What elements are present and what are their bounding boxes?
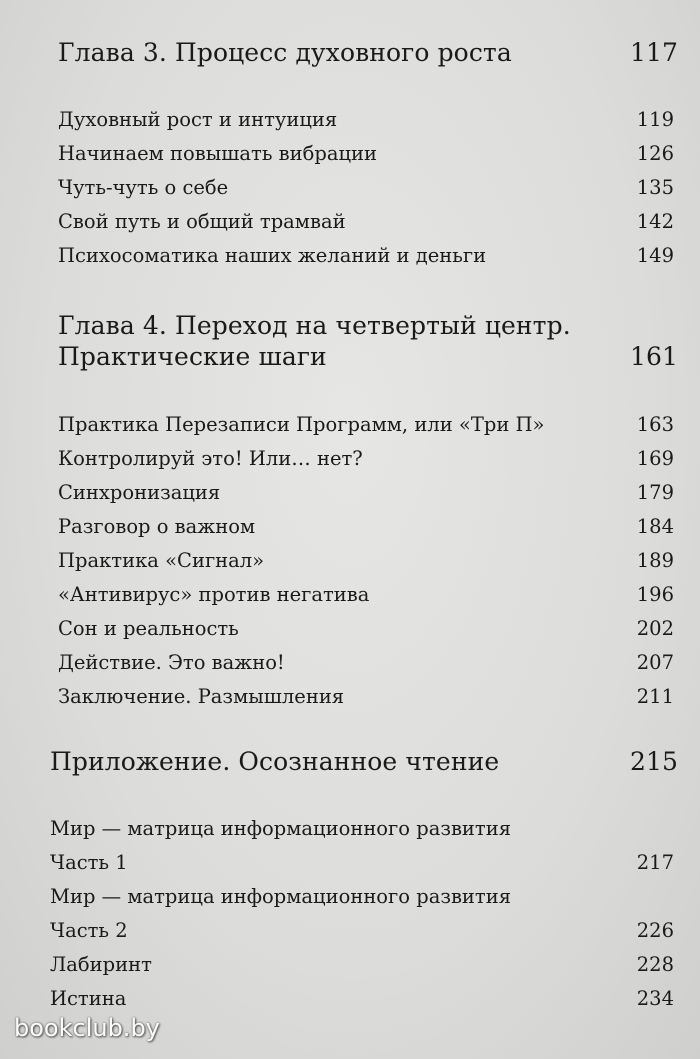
- toc-title: Глава 4. Переход на четвертый центр.: [58, 311, 571, 340]
- toc-page-number: 234: [636, 987, 674, 1010]
- toc-page-number: 135: [636, 176, 674, 199]
- toc-title: Глава 3. Процесс духовного роста: [58, 38, 512, 67]
- toc-title: Истина: [50, 987, 127, 1010]
- toc-page-number: 228: [636, 953, 674, 976]
- toc-page-number: 207: [636, 651, 674, 674]
- toc-title: Практика «Сигнал»: [58, 549, 265, 572]
- toc-title: Действие. Это важно!: [58, 651, 285, 674]
- toc-title: Духовный рост и интуиция: [58, 108, 338, 131]
- toc-title: Начинаем повышать вибрации: [58, 142, 377, 165]
- toc-page-number: 226: [636, 919, 674, 942]
- toc-page-number: 211: [636, 685, 674, 708]
- toc-title: Практические шаги: [58, 342, 327, 371]
- watermark-text: bookclub.by: [14, 1014, 160, 1042]
- toc-title: «Антивирус» против негатива: [58, 583, 370, 606]
- toc-title: Чуть-чуть о себе: [58, 176, 229, 199]
- toc-title: Мир — матрица информационного развития: [50, 885, 512, 908]
- toc-page-number: 126: [636, 142, 674, 165]
- toc-page-number: 169: [636, 447, 674, 470]
- toc-title: Приложение. Осознанное чтение: [50, 747, 500, 776]
- toc-title: Контролируй это! Или… нет?: [58, 447, 363, 470]
- toc-title: Часть 2: [50, 919, 128, 942]
- toc-page-number: 149: [636, 244, 674, 267]
- toc-title: Свой путь и общий трамвай: [58, 210, 346, 233]
- toc-title: Сон и реальность: [58, 617, 239, 640]
- toc-title: Лабиринт: [50, 953, 152, 976]
- toc-title: Разговор о важном: [58, 515, 256, 538]
- toc-page-number: 215: [629, 747, 678, 776]
- toc-page-number: 184: [636, 515, 674, 538]
- toc-page-number: 119: [636, 108, 674, 131]
- toc-page-number: 163: [636, 413, 674, 436]
- toc-title: Заключение. Размышления: [58, 685, 345, 708]
- toc-page-number: 189: [636, 549, 674, 572]
- toc-page-number: 142: [636, 210, 674, 233]
- toc-page-number: 217: [636, 851, 674, 874]
- toc-title: Психосоматика наших желаний и деньги: [58, 244, 487, 267]
- toc-title: Часть 1: [50, 851, 128, 874]
- toc-title: Синхронизация: [58, 481, 221, 504]
- toc-page-number: 202: [636, 617, 674, 640]
- toc-title: Практика Перезаписи Программ, или «Три П»: [58, 413, 545, 436]
- toc-page-number: 179: [636, 481, 674, 504]
- toc-title: Мир — матрица информационного развития: [50, 817, 512, 840]
- toc-page-number: 117: [629, 38, 678, 67]
- toc-page-number: 161: [629, 342, 678, 371]
- toc-page-number: 196: [636, 583, 674, 606]
